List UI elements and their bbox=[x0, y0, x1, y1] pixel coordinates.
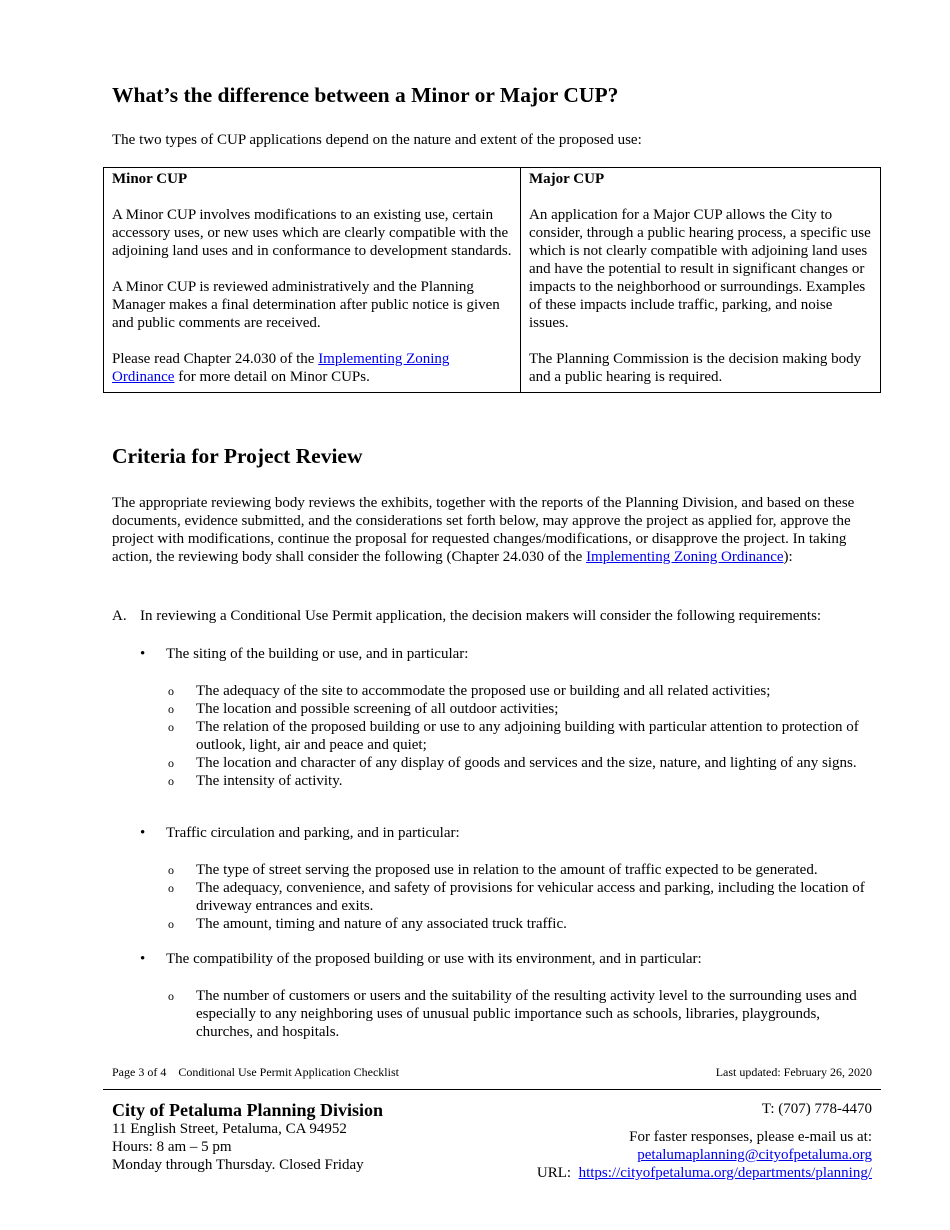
circle-bullet-icon: o bbox=[168, 720, 174, 734]
phone-number: T: (707) 778-4470 bbox=[761, 1101, 872, 1117]
bullet-siting bbox=[140, 646, 468, 663]
list-item bbox=[168, 861, 874, 879]
circle-bullet-icon: o bbox=[168, 756, 174, 770]
major-cup-cell bbox=[521, 168, 881, 393]
list-item-text: The type of street serving the proposed use in relation to the amount of traffic expected to be generated. bbox=[196, 862, 818, 878]
list-item-text: The adequacy, convenience, and safety of provisions for vehicular access and parking, including the location of driveway entrances and exits. bbox=[196, 880, 865, 914]
criteria-paragraph-tail: ): bbox=[783, 549, 793, 565]
bullet-traffic-text: Traffic circulation and parking, and in particular: bbox=[166, 825, 460, 841]
siting-sublist bbox=[168, 682, 874, 790]
bullet-compatibility bbox=[140, 951, 702, 968]
criteria-paragraph bbox=[112, 494, 872, 566]
list-item-text: The location and possible screening of all outdoor activities; bbox=[196, 701, 559, 717]
circle-bullet-icon: o bbox=[168, 702, 174, 716]
list-item-text: The location and character of any display of goods and services and the size, nature, and lighting of any signs. bbox=[196, 755, 857, 771]
website-link[interactable]: https://cityofpetaluma.org/departments/planning/ bbox=[578, 1165, 872, 1181]
list-item bbox=[168, 879, 874, 915]
zoning-ordinance-link[interactable]: Implementing Zoning Ordinance bbox=[112, 351, 450, 385]
list-item bbox=[168, 718, 874, 754]
document-title: Conditional Use Permit Application Checklist bbox=[178, 1065, 399, 1079]
list-item-text: The adequacy of the site to accommodate the proposed use or building and all related activities; bbox=[196, 683, 771, 699]
list-item-text: The relation of the proposed building or use to any adjoining building with particular attention to protection of outlook, light, air and peace and quiet; bbox=[196, 719, 859, 753]
circle-bullet-icon: o bbox=[168, 774, 174, 788]
page-info bbox=[112, 1065, 399, 1080]
compatibility-sublist bbox=[168, 987, 874, 1041]
minor-cup-review: A Minor CUP is reviewed administratively and the Planning Manager makes a final determination after public notice is given and public comments are received. bbox=[112, 279, 500, 331]
item-a-label: A. bbox=[112, 608, 127, 624]
contact-info bbox=[537, 1100, 872, 1182]
circle-bullet-icon: o bbox=[168, 989, 174, 1003]
office-days: Monday through Thursday. Closed Friday bbox=[112, 1157, 364, 1173]
cup-intro-text: The two types of CUP applications depend on the nature and extent of the proposed use: bbox=[112, 132, 642, 148]
list-item bbox=[168, 772, 874, 790]
office-name: City of Petaluma Planning Division bbox=[112, 1100, 384, 1120]
office-address: 11 English Street, Petaluma, CA 94952 bbox=[112, 1121, 347, 1137]
section-title-criteria: Criteria for Project Review bbox=[112, 444, 363, 468]
list-item bbox=[168, 754, 874, 772]
bullet-icon: • bbox=[140, 825, 146, 841]
bullet-icon: • bbox=[140, 646, 146, 662]
minor-cup-reference bbox=[112, 350, 512, 386]
circle-bullet-icon: o bbox=[168, 684, 174, 698]
url-label: URL: bbox=[536, 1165, 572, 1181]
list-item-text: The amount, timing and nature of any associated truck traffic. bbox=[196, 916, 567, 932]
requirement-item-a bbox=[112, 608, 821, 625]
minor-cup-header: Minor CUP bbox=[112, 171, 188, 187]
circle-bullet-icon: o bbox=[168, 917, 174, 931]
footer-divider bbox=[103, 1089, 881, 1090]
section-title-cup-difference: What’s the difference between a Minor or Major CUP? bbox=[112, 83, 619, 107]
minor-cup-description: A Minor CUP involves modifications to an existing use, certain accessory uses, or new uses which are clearly compatible with the adjoining land uses and in conformance to development standards. bbox=[112, 207, 512, 259]
criteria-paragraph-text: The appropriate reviewing body reviews the exhibits, together with the reports of the Planning Division, and based on these documents, evidence submitted, and the considerations set forth below, may approve the project as applied for, approve the project with modifications, continue the proposal for requested changes/modifications, or disapprove the project. In taking action, the reviewing body shall consider the following (Chapter 24.030 of the bbox=[112, 495, 855, 565]
email-prompt: For faster responses, please e-mail us at: bbox=[629, 1129, 872, 1145]
circle-bullet-icon: o bbox=[168, 863, 174, 877]
email-link[interactable]: petalumaplanning@cityofpetaluma.org bbox=[637, 1147, 872, 1163]
major-cup-header: Major CUP bbox=[529, 171, 605, 187]
bullet-compatibility-text: The compatibility of the proposed building or use with its environment, and in particular: bbox=[166, 951, 702, 967]
major-cup-review: The Planning Commission is the decision making body and a public hearing is required. bbox=[529, 351, 862, 385]
minor-cup-cell bbox=[104, 168, 521, 393]
cup-comparison-table bbox=[103, 167, 881, 393]
list-item bbox=[168, 700, 874, 718]
item-a-text: In reviewing a Conditional Use Permit application, the decision makers will consider the following requirements: bbox=[140, 608, 822, 624]
office-hours: Hours: 8 am – 5 pm bbox=[112, 1139, 232, 1155]
bullet-traffic bbox=[140, 825, 460, 842]
minor-cup-reference-text: Please read Chapter 24.030 of the bbox=[112, 351, 319, 367]
list-item bbox=[168, 915, 874, 933]
bullet-siting-text: The siting of the building or use, and in particular: bbox=[166, 646, 469, 662]
traffic-sublist bbox=[168, 861, 874, 933]
list-item bbox=[168, 987, 874, 1041]
list-item bbox=[168, 682, 874, 700]
bullet-icon: • bbox=[140, 951, 146, 967]
major-cup-description: An application for a Major CUP allows the City to consider, through a public hearing process, a specific use which is not clearly compatible with adjoining land uses and have the potential to result in significant changes or impacts to the neighborhood or surroundings. Examples of these impacts include traffic, parking, and noise issues. bbox=[529, 207, 871, 331]
url-line bbox=[537, 1164, 872, 1182]
list-item-text: The number of customers or users and the suitability of the resulting activity level to the surrounding uses and especially to any neighboring uses of unusual public importance such as schools, libraries, playgrounds, churches, and hospitals. bbox=[196, 988, 857, 1040]
circle-bullet-icon: o bbox=[168, 881, 174, 895]
zoning-ordinance-link-2[interactable]: Implementing Zoning Ordinance bbox=[586, 549, 784, 565]
minor-cup-reference-tail: for more detail on Minor CUPs. bbox=[174, 369, 370, 385]
page-number: Page 3 of 4 bbox=[112, 1065, 167, 1079]
list-item-text: The intensity of activity. bbox=[196, 773, 343, 789]
last-updated: Last updated: February 26, 2020 bbox=[715, 1065, 872, 1079]
office-info bbox=[112, 1100, 383, 1174]
